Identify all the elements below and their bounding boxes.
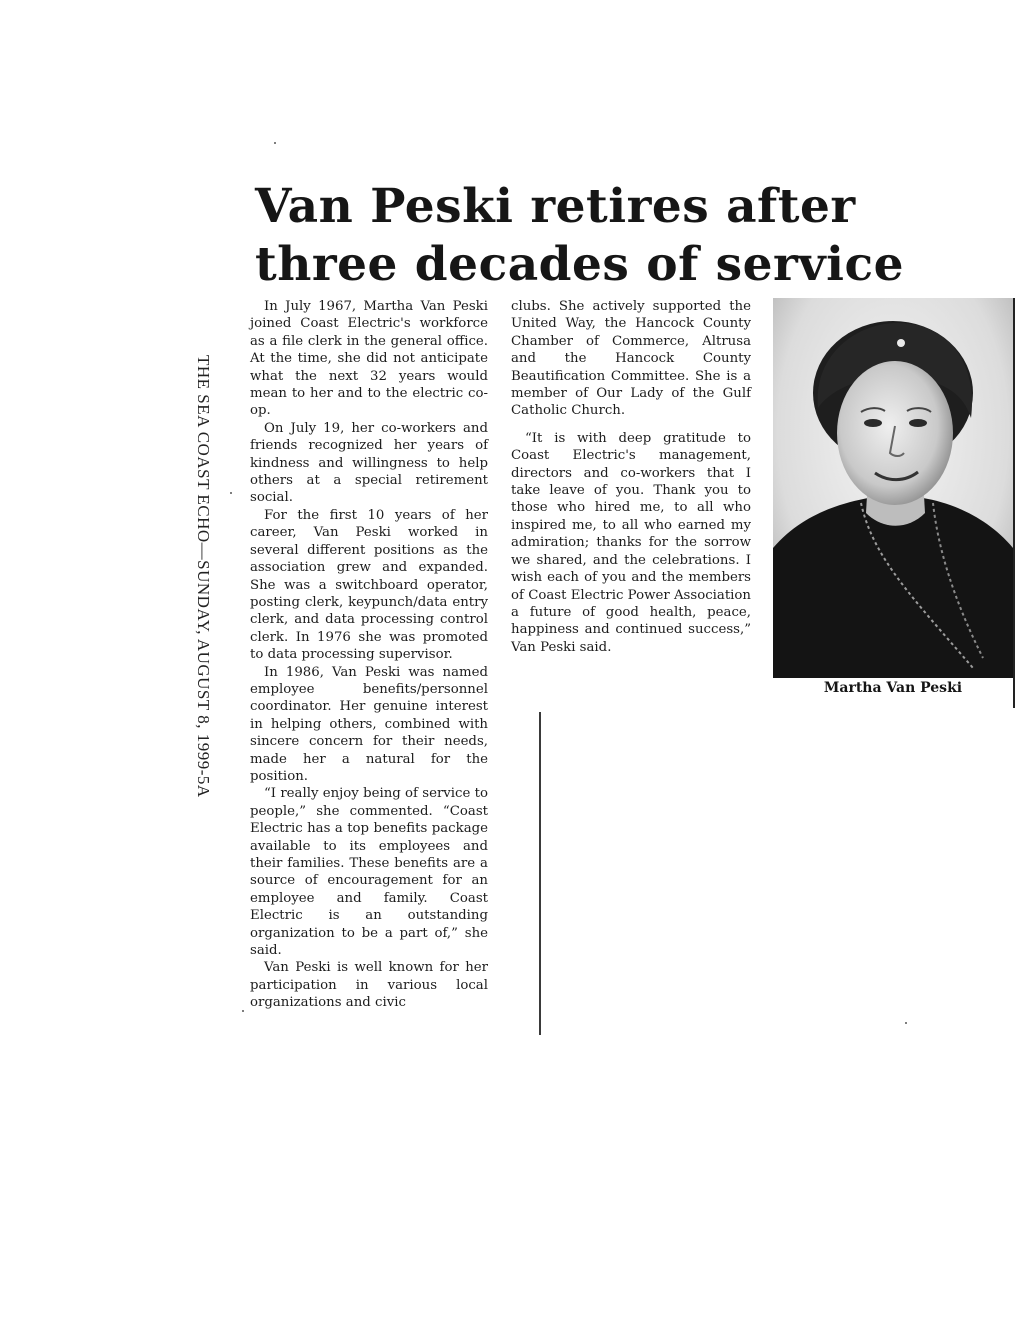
scan-speck (905, 1022, 907, 1024)
photo-border (1013, 298, 1015, 708)
masthead-dateline: THE SEA COAST ECHO—SUNDAY, AUGUST 8, 1999-5A (194, 355, 213, 798)
column-divider (539, 712, 541, 1035)
paragraph: Van Peski is well known for her participation in various local organizations and civic (250, 960, 488, 1011)
paragraph: In July 1967, Martha Van Peski joined Coast Electric's workforce as a file clerk in the general office. At the time, she did not anticipate what the next 32 years would mean to her and to the electric co-op. (250, 299, 488, 419)
article-column-2 (511, 298, 751, 656)
photo-caption: Martha Van Peski (823, 680, 963, 696)
paragraph: For the first 10 years of her career, Van Peski worked in several different positions as the association grew and expanded. She was a switchboard operator, posting clerk, keypunch/data entry clerk, and data processing control clerk. In 1976 she was promoted to data processing supervisor. (250, 507, 488, 663)
headline: Van Peski retires after three decades of service (255, 179, 904, 292)
scan-speck (242, 1010, 244, 1012)
scan-speck (230, 492, 232, 494)
paragraph: “It is with deep gratitude to Coast Electric's management, directors and co-workers that I take leave of you. Thank you to those who hired me, to all who inspired me, to all who earned my admiration; thanks for the sorrow we shared, and the celebrations. I wish each of you and the members of Coast Electric Power Association a future of good health, peace, happiness and continued success,” Van Peski said. (511, 430, 751, 655)
paragraph: clubs. She actively supported the United Way, the Hancock County Chamber of Commerce, Altrusa and the Hancock County Beautification Committee. She is a member of Our Lady of the Gulf Catholic Church. (511, 299, 751, 419)
paragraph: “I really enjoy being of service to people,” she commented. “Coast Electric has a top benefits package available to its employees and their families. These benefits are a source of encouragement for an employee and family. Coast Electric is an outstanding organization to be a part of,” she said. (250, 786, 488, 959)
paragraph: In 1986, Van Peski was named employee benefits/personnel coordinator. Her genuine interest in helping others, combined with sincere concern for their needs, made her a natural for the position. (250, 664, 488, 784)
portrait-photo (773, 298, 1013, 678)
portrait-illustration (773, 298, 1013, 678)
paragraph: On July 19, her co-workers and friends recognized her years of kindness and willingness to help others at a special retirement social. (250, 420, 488, 506)
scan-speck (274, 142, 276, 144)
article-column-1 (250, 298, 488, 1012)
